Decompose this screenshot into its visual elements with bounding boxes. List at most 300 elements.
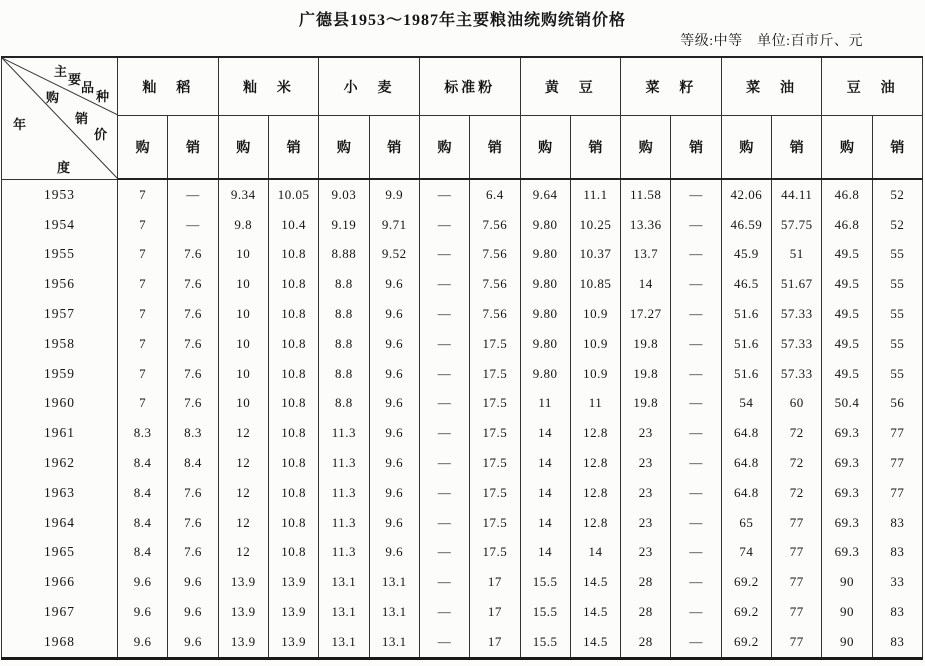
price-cell: 7 (118, 179, 168, 210)
table-row (2, 538, 923, 568)
price-cell: 57.33 (772, 359, 822, 389)
subheader-sale: 销 (570, 116, 620, 180)
year-cell: 1958 (2, 329, 118, 359)
table-row (2, 508, 923, 538)
subheader-sale: 销 (168, 116, 218, 180)
group-header-soybean: 黄 豆 (520, 57, 621, 116)
year-cell: 1960 (2, 389, 118, 419)
price-cell: 55 (872, 269, 922, 299)
price-cell: 77 (772, 538, 822, 568)
price-cell: — (168, 210, 218, 240)
price-cell: 10.8 (268, 269, 318, 299)
price-cell: 9.03 (319, 179, 369, 210)
price-cell: — (419, 567, 469, 597)
price-cell: 11.3 (319, 418, 369, 448)
price-cell: 45.9 (721, 240, 771, 270)
table-row (2, 269, 923, 299)
price-cell: 13.1 (369, 597, 419, 627)
corner-variety-char: 品 (81, 80, 98, 95)
price-cell: 10.9 (570, 359, 620, 389)
subheader-sale: 销 (671, 116, 721, 180)
corner-variety-char: 主 (54, 64, 71, 79)
subheader-purchase: 购 (822, 116, 872, 180)
table-row (2, 597, 923, 627)
table-header (2, 57, 923, 179)
price-cell: 10.8 (268, 359, 318, 389)
price-cell: 7 (118, 329, 168, 359)
price-cell: 14.5 (570, 597, 620, 627)
price-cell: 11.3 (319, 508, 369, 538)
price-cell: — (419, 210, 469, 240)
price-cell: 7.6 (168, 538, 218, 568)
year-cell: 1962 (2, 448, 118, 478)
price-cell: 9.6 (168, 627, 218, 658)
price-cell: 77 (872, 418, 922, 448)
price-cell: 9.64 (520, 179, 570, 210)
group-header-indica-paddy: 籼 稻 (118, 57, 219, 116)
price-cell: 9.6 (118, 627, 168, 658)
price-cell: 7.6 (168, 389, 218, 419)
price-cell: 15.5 (520, 567, 570, 597)
subheader-purchase: 购 (621, 116, 671, 180)
price-cell: 52 (872, 179, 922, 210)
price-cell: 65 (721, 508, 771, 538)
price-cell: 19.8 (621, 359, 671, 389)
price-cell: 51.6 (721, 299, 771, 329)
price-cell: — (671, 210, 721, 240)
price-cell: 8.8 (319, 269, 369, 299)
price-cell: — (419, 329, 469, 359)
price-cell: 69.2 (721, 627, 771, 658)
price-cell: — (419, 597, 469, 627)
price-cell: 7 (118, 299, 168, 329)
price-cell: 28 (621, 597, 671, 627)
price-cell: — (671, 418, 721, 448)
table-row (2, 179, 923, 210)
subheader-sale: 销 (268, 116, 318, 180)
corner-price-char: 购 (46, 90, 63, 105)
year-cell: 1967 (2, 597, 118, 627)
price-cell: 10.8 (268, 240, 318, 270)
price-cell: 10.9 (570, 299, 620, 329)
header-group-row (2, 57, 923, 116)
page-title: 广德县1953～1987年主要粮油统购统销价格 (298, 12, 626, 29)
price-cell: 69.2 (721, 567, 771, 597)
price-cell: — (671, 448, 721, 478)
price-cell: 51.6 (721, 329, 771, 359)
year-cell: 1954 (2, 210, 118, 240)
price-cell: — (419, 538, 469, 568)
price-cell: 50.4 (822, 389, 872, 419)
grade-unit-note: 等级:中等 单位:百市斤、元 (680, 34, 863, 49)
price-cell: 10.9 (570, 329, 620, 359)
price-cell: 10 (218, 329, 268, 359)
price-cell: 52 (872, 210, 922, 240)
subheader-purchase: 购 (319, 116, 369, 180)
price-cell: 83 (872, 597, 922, 627)
year-cell: 1965 (2, 538, 118, 568)
price-table (1, 56, 923, 660)
price-cell: 11.1 (570, 179, 620, 210)
price-cell: — (419, 448, 469, 478)
corner-degree-label: 度 (57, 160, 74, 175)
price-cell: 8.3 (118, 418, 168, 448)
price-cell: 7.6 (168, 359, 218, 389)
price-cell: 9.71 (369, 210, 419, 240)
price-cell: 64.8 (721, 448, 771, 478)
price-cell: 19.8 (621, 329, 671, 359)
price-cell: — (671, 627, 721, 658)
price-cell: — (419, 299, 469, 329)
price-cell: 7.6 (168, 299, 218, 329)
subheader-purchase: 购 (419, 116, 469, 180)
price-cell: 9.52 (369, 240, 419, 270)
year-cell: 1956 (2, 269, 118, 299)
price-cell: 10.8 (268, 448, 318, 478)
price-cell: 6.4 (470, 179, 520, 210)
price-cell: 14.5 (570, 627, 620, 658)
price-cell: 11.3 (319, 538, 369, 568)
price-cell: 17.5 (470, 538, 520, 568)
price-cell: 17.5 (470, 418, 520, 448)
corner-cell (2, 57, 118, 179)
price-cell: 42.06 (721, 179, 771, 210)
price-cell: 9.6 (369, 389, 419, 419)
price-cell: 23 (621, 418, 671, 448)
price-cell: 7 (118, 210, 168, 240)
price-cell: 7.6 (168, 329, 218, 359)
table-row (2, 478, 923, 508)
price-cell: 9.6 (369, 269, 419, 299)
price-cell: 14 (520, 478, 570, 508)
price-cell: — (671, 359, 721, 389)
price-cell: 7.56 (470, 210, 520, 240)
price-cell: 7.6 (168, 269, 218, 299)
price-cell: 7.6 (168, 240, 218, 270)
price-cell: 51.67 (772, 269, 822, 299)
price-cell: 9.80 (520, 240, 570, 270)
price-cell: — (419, 389, 469, 419)
year-cell: 1964 (2, 508, 118, 538)
price-cell: — (671, 179, 721, 210)
price-cell: 12.8 (570, 448, 620, 478)
subheader-purchase: 购 (520, 116, 570, 180)
price-cell: 14 (520, 508, 570, 538)
price-cell: 49.5 (822, 240, 872, 270)
year-cell: 1966 (2, 567, 118, 597)
price-cell: 77 (772, 508, 822, 538)
price-cell: 9.6 (168, 597, 218, 627)
price-cell: — (671, 508, 721, 538)
price-cell: 14.5 (570, 567, 620, 597)
price-cell: 12 (218, 508, 268, 538)
price-cell: — (419, 627, 469, 658)
group-header-standard-flour: 标准粉 (419, 57, 520, 116)
year-cell: 1961 (2, 418, 118, 448)
price-cell: 17.5 (470, 329, 520, 359)
price-cell: 72 (772, 448, 822, 478)
price-cell: 49.5 (822, 269, 872, 299)
price-cell: 90 (822, 597, 872, 627)
price-cell: 10.4 (268, 210, 318, 240)
price-cell: 83 (872, 508, 922, 538)
price-cell: 69.3 (822, 538, 872, 568)
price-cell: 55 (872, 329, 922, 359)
corner-price-char: 销 (75, 111, 92, 126)
price-cell: 10 (218, 299, 268, 329)
price-cell: 49.5 (822, 329, 872, 359)
price-cell: 10.37 (570, 240, 620, 270)
price-cell: 54 (721, 389, 771, 419)
price-cell: 17.5 (470, 389, 520, 419)
price-cell: — (671, 240, 721, 270)
price-cell: 10.85 (570, 269, 620, 299)
price-cell: 17 (470, 567, 520, 597)
price-cell: 8.8 (319, 389, 369, 419)
price-cell: 11.3 (319, 448, 369, 478)
price-cell: 11 (520, 389, 570, 419)
price-cell: 17 (470, 627, 520, 658)
price-cell: 9.6 (168, 567, 218, 597)
subheader-purchase: 购 (118, 116, 168, 180)
price-cell: 64.8 (721, 418, 771, 448)
subheader-sale: 销 (772, 116, 822, 180)
price-cell: 13.1 (319, 627, 369, 658)
price-cell: — (419, 418, 469, 448)
price-cell: 57.75 (772, 210, 822, 240)
price-cell: 9.34 (218, 179, 268, 210)
price-cell: 8.4 (168, 448, 218, 478)
price-cell: 28 (621, 567, 671, 597)
price-cell: 74 (721, 538, 771, 568)
subheader-sale: 销 (470, 116, 520, 180)
price-cell: — (671, 538, 721, 568)
price-cell: 69.3 (822, 478, 872, 508)
price-cell: 72 (772, 478, 822, 508)
table-row (2, 240, 923, 270)
price-cell: 60 (772, 389, 822, 419)
price-cell: 83 (872, 538, 922, 568)
price-cell: 28 (621, 627, 671, 658)
group-header-soybean-oil: 豆 油 (822, 57, 923, 116)
price-cell: 77 (772, 627, 822, 658)
corner-year-label: 年 (13, 117, 30, 132)
price-cell: 13.36 (621, 210, 671, 240)
price-cell: — (671, 329, 721, 359)
price-cell: — (671, 478, 721, 508)
price-cell: 11.3 (319, 478, 369, 508)
price-cell: 10.8 (268, 538, 318, 568)
price-cell: 10 (218, 359, 268, 389)
price-cell: 69.3 (822, 508, 872, 538)
price-cell: 7 (118, 389, 168, 419)
price-cell: 10.05 (268, 179, 318, 210)
price-cell: — (168, 179, 218, 210)
price-cell: 9.6 (369, 359, 419, 389)
price-cell: 17 (470, 597, 520, 627)
price-cell: 49.5 (822, 299, 872, 329)
group-header-rapeseed-oil: 菜 油 (721, 57, 822, 116)
price-cell: 12.8 (570, 508, 620, 538)
table-row (2, 418, 923, 448)
price-cell: 10.8 (268, 478, 318, 508)
header-sub-row (2, 116, 923, 180)
price-cell: 8.88 (319, 240, 369, 270)
price-cell: 12 (218, 538, 268, 568)
price-cell: 13.1 (319, 597, 369, 627)
price-cell: 90 (822, 567, 872, 597)
price-cell: 46.8 (822, 210, 872, 240)
price-cell: — (671, 597, 721, 627)
year-cell: 1953 (2, 179, 118, 210)
price-cell: 11 (570, 389, 620, 419)
table-row (2, 389, 923, 419)
price-cell: 17.5 (470, 359, 520, 389)
price-cell: 9.9 (369, 179, 419, 210)
price-cell: 14 (520, 418, 570, 448)
price-cell: 13.7 (621, 240, 671, 270)
price-cell: 10 (218, 389, 268, 419)
price-cell: 33 (872, 567, 922, 597)
price-cell: 51 (772, 240, 822, 270)
price-cell: 7.56 (470, 269, 520, 299)
price-cell: 23 (621, 538, 671, 568)
price-cell: 55 (872, 299, 922, 329)
price-cell: 9.80 (520, 210, 570, 240)
price-cell: 10.8 (268, 389, 318, 419)
price-cell: — (419, 179, 469, 210)
price-cell: 9.80 (520, 359, 570, 389)
year-cell: 1963 (2, 478, 118, 508)
price-cell: 14 (570, 538, 620, 568)
price-cell: 7.56 (470, 240, 520, 270)
price-cell: — (419, 269, 469, 299)
price-cell: 83 (872, 627, 922, 658)
price-cell: 9.8 (218, 210, 268, 240)
price-cell: 10.8 (268, 508, 318, 538)
price-cell: 13.1 (369, 627, 419, 658)
price-cell: 23 (621, 478, 671, 508)
price-cell: 56 (872, 389, 922, 419)
price-cell: 12.8 (570, 478, 620, 508)
subheader-purchase: 购 (218, 116, 268, 180)
price-cell: 69.3 (822, 448, 872, 478)
price-cell: 13.9 (268, 597, 318, 627)
price-cell: 9.80 (520, 269, 570, 299)
price-cell: 14 (621, 269, 671, 299)
price-cell: 13.1 (319, 567, 369, 597)
price-cell: 23 (621, 508, 671, 538)
price-cell: 11.58 (621, 179, 671, 210)
year-cell: 1959 (2, 359, 118, 389)
price-cell: 57.33 (772, 329, 822, 359)
price-cell: 69.3 (822, 418, 872, 448)
price-cell: 8.4 (118, 448, 168, 478)
price-cell: 12.8 (570, 418, 620, 448)
price-cell: 9.80 (520, 329, 570, 359)
price-cell: 55 (872, 359, 922, 389)
price-cell: 7 (118, 269, 168, 299)
price-cell: — (671, 269, 721, 299)
price-cell: 10 (218, 269, 268, 299)
price-cell: 44.11 (772, 179, 822, 210)
price-cell: 10.8 (268, 299, 318, 329)
price-cell: 72 (772, 418, 822, 448)
year-cell: 1957 (2, 299, 118, 329)
table-row (2, 359, 923, 389)
price-cell: 46.8 (822, 179, 872, 210)
price-cell: 13.9 (268, 627, 318, 658)
group-header-wheat: 小 麦 (319, 57, 420, 116)
price-cell: 46.5 (721, 269, 771, 299)
price-cell: 77 (772, 597, 822, 627)
price-cell: 9.80 (520, 299, 570, 329)
table-row (2, 299, 923, 329)
price-cell: 10.8 (268, 329, 318, 359)
price-cell: 17.5 (470, 448, 520, 478)
price-cell: 9.6 (369, 329, 419, 359)
price-cell: 49.5 (822, 359, 872, 389)
price-cell: 7.6 (168, 478, 218, 508)
group-header-rapeseed: 菜 籽 (621, 57, 722, 116)
price-cell: 13.9 (218, 567, 268, 597)
group-header-indica-rice: 籼 米 (218, 57, 319, 116)
price-cell: 13.9 (218, 627, 268, 658)
table-row (2, 567, 923, 597)
price-cell: 77 (872, 448, 922, 478)
price-cell: 9.6 (118, 597, 168, 627)
table-row (2, 210, 923, 240)
price-cell: 51.6 (721, 359, 771, 389)
price-cell: 46.59 (721, 210, 771, 240)
price-cell: 90 (822, 627, 872, 658)
price-cell: 9.6 (369, 418, 419, 448)
price-cell: 77 (872, 478, 922, 508)
price-cell: 8.4 (118, 538, 168, 568)
year-cell: 1968 (2, 627, 118, 658)
price-cell: 9.6 (369, 448, 419, 478)
subheader-sale: 销 (872, 116, 922, 180)
price-cell: 10.25 (570, 210, 620, 240)
price-cell: 8.3 (168, 418, 218, 448)
price-cell: 13.9 (268, 567, 318, 597)
price-cell: 7.56 (470, 299, 520, 329)
year-cell: 1955 (2, 240, 118, 270)
price-cell: 8.8 (319, 299, 369, 329)
table-row (2, 448, 923, 478)
price-cell: 14 (520, 448, 570, 478)
price-cell: 15.5 (520, 627, 570, 658)
price-cell: 9.6 (369, 508, 419, 538)
price-cell: 55 (872, 240, 922, 270)
price-cell: 13.1 (369, 567, 419, 597)
price-cell: 10 (218, 240, 268, 270)
corner-variety-char: 种 (96, 89, 113, 104)
price-cell: 9.6 (118, 567, 168, 597)
table-row (2, 329, 923, 359)
corner-variety-char: 要 (68, 72, 85, 87)
price-cell: — (671, 389, 721, 419)
price-cell: 7 (118, 240, 168, 270)
price-cell: 12 (218, 418, 268, 448)
price-cell: — (419, 240, 469, 270)
price-cell: 9.19 (319, 210, 369, 240)
price-cell: 8.8 (319, 329, 369, 359)
price-cell: — (671, 299, 721, 329)
price-cell: 7 (118, 359, 168, 389)
table-body (2, 179, 923, 658)
price-cell: — (419, 478, 469, 508)
